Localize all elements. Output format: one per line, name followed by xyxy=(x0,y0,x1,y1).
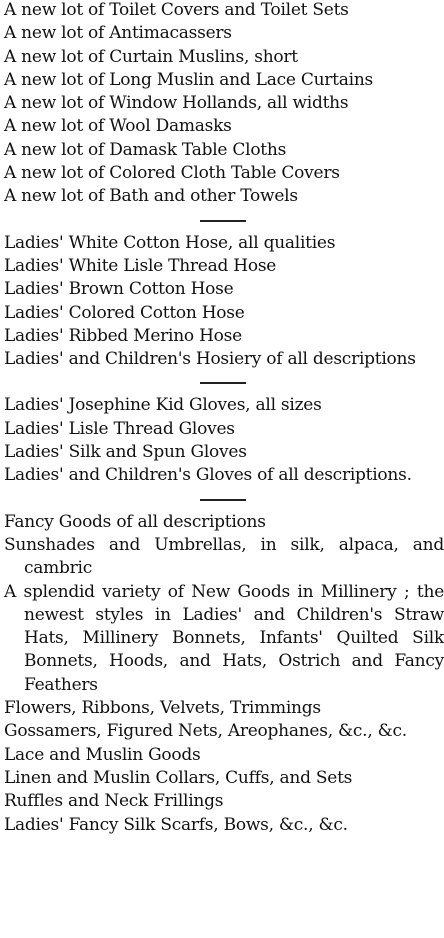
list-item: Flowers, Ribbons, Velvets, Trimmings xyxy=(4,698,321,719)
list-item: Ladies' Josephine Kid Gloves, all sizes xyxy=(4,395,322,416)
list-item: A new lot of Window Hollands, all widths xyxy=(4,93,349,114)
list-item: Ladies' and Children's Hosiery of all descriptions xyxy=(4,349,416,370)
list-group-fancy-goods xyxy=(0,511,444,837)
list-item: Ladies' Ribbed Merino Hose xyxy=(4,325,242,346)
section-divider xyxy=(0,488,444,511)
list-item: Ladies' and Children's Gloves of all descriptions. xyxy=(4,465,412,486)
list-item: A splendid variety of New Goods in Millinery ; the newest styles in Ladies' and Children's Straw Hats, Millinery Bonnets, Infants' Quilted Silk Bonnets, Hoods, and Hats, Ostrich and Fancy Feathers xyxy=(4,581,444,695)
list-item: Ladies' White Cotton Hose, all qualities xyxy=(4,232,336,253)
list-item: Fancy Goods of all descriptions xyxy=(4,511,266,532)
list-item: A new lot of Curtain Muslins, short xyxy=(4,46,298,67)
list-item: A new lot of Long Muslin and Lace Curtains xyxy=(4,69,373,90)
list-group-hosiery xyxy=(0,232,444,372)
list-item: A new lot of Damask Table Cloths xyxy=(4,139,287,160)
list-item: A new lot of Colored Cloth Table Covers xyxy=(4,163,340,184)
list-group-gloves xyxy=(0,394,444,487)
list-item: Sunshades and Umbrellas, in silk, alpaca, and cambric xyxy=(4,534,444,579)
list-item: Ruffles and Neck Frillings xyxy=(4,791,224,812)
list-item: Ladies' White Lisle Thread Hose xyxy=(4,255,277,276)
list-item: A new lot of Toilet Covers and Toilet Sets xyxy=(4,0,349,20)
list-item: A new lot of Wool Damasks xyxy=(4,116,232,137)
section-divider xyxy=(0,209,444,232)
list-item: Ladies' Brown Cotton Hose xyxy=(4,279,234,300)
list-item: Ladies' Fancy Silk Scarfs, Bows, &c., &c. xyxy=(4,814,348,835)
list-item: Ladies' Silk and Spun Gloves xyxy=(4,442,247,463)
list-item: Linen and Muslin Collars, Cuffs, and Sets xyxy=(4,767,353,788)
list-item: A new lot of Antimacassers xyxy=(4,23,232,44)
list-item: Ladies' Colored Cotton Hose xyxy=(4,302,245,323)
section-divider xyxy=(0,371,444,394)
list-item: Ladies' Lisle Thread Gloves xyxy=(4,418,235,439)
list-item: A new lot of Bath and other Towels xyxy=(4,186,298,207)
list-item: Gossamers, Figured Nets, Areophanes, &c., &c. xyxy=(4,721,407,742)
list-item: Lace and Muslin Goods xyxy=(4,744,201,765)
list-group-household xyxy=(0,0,444,209)
